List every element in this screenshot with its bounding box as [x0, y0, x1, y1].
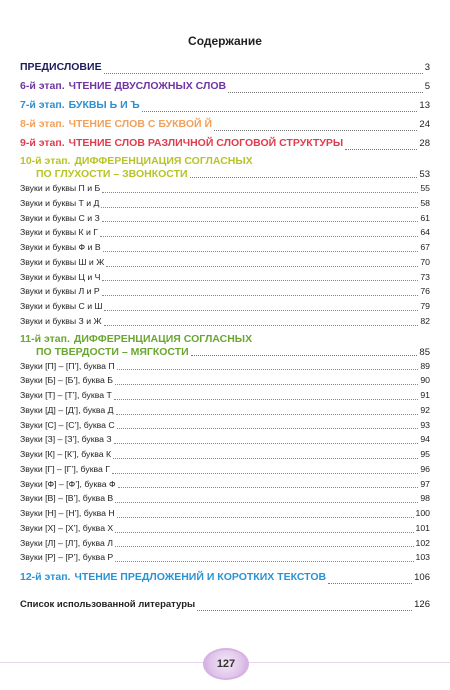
dot-leader	[214, 130, 417, 131]
toc-subentry[interactable]	[20, 373, 430, 388]
dot-leader	[114, 443, 419, 444]
toc-page-number: 67	[420, 242, 430, 252]
toc-subentry[interactable]	[20, 211, 430, 226]
toc-subentry-label: Звуки [Х] – [Х’], буква Х	[20, 522, 114, 533]
toc-page-number: 58	[420, 197, 430, 208]
toc-subentry[interactable]	[20, 388, 430, 403]
toc-subentry[interactable]	[20, 477, 430, 492]
dot-leader	[117, 517, 414, 518]
toc-page-number: 85	[419, 346, 430, 358]
dot-leader	[113, 458, 418, 459]
stage-number: 12-й этап.	[20, 571, 71, 583]
dot-leader	[101, 207, 418, 208]
toc-subentry[interactable]	[20, 521, 430, 536]
toc-subentry[interactable]	[20, 403, 430, 418]
toc-page-number: 97	[420, 478, 430, 489]
dot-leader	[112, 473, 418, 474]
table-of-contents	[20, 58, 430, 614]
stage-10-list	[20, 181, 430, 329]
toc-entry-stage-12[interactable]	[20, 568, 430, 587]
stage-11-list	[20, 359, 430, 566]
stage-title-line2: ПО ТВЕРДОСТИ – МЯГКОСТИ	[36, 345, 189, 358]
toc-page-number: 73	[420, 271, 430, 282]
toc-subentry-label: Звуки [Ф] – [Ф’], буква Ф	[20, 478, 116, 489]
stage-number: 6-й этап.	[20, 80, 65, 92]
stage-number: 10-й этап.	[20, 155, 71, 167]
toc-entry-preface[interactable]	[20, 58, 430, 77]
toc-subentry-label: Звуки [Л] – [Л’], буква Л	[20, 537, 113, 548]
toc-subentry-label: Звуки [Б] – [Б’], буква Б	[20, 375, 113, 386]
toc-page-number: 100	[415, 508, 430, 518]
toc-page-number: 96	[420, 463, 430, 474]
dot-leader	[104, 310, 418, 311]
dot-leader	[117, 428, 419, 429]
toc-entry-label: ПРЕДИСЛОВИЕ	[20, 61, 102, 73]
dot-leader	[328, 583, 412, 584]
dot-leader	[118, 487, 419, 488]
toc-page-number: 28	[419, 138, 430, 149]
dot-leader	[190, 177, 418, 178]
dot-leader	[197, 610, 412, 611]
dot-leader	[115, 546, 414, 547]
toc-subentry-label: Звуки и буквы Ц и Ч	[20, 271, 101, 282]
dot-leader	[117, 369, 419, 370]
page-number-badge: 127	[203, 648, 249, 680]
toc-page-number: 106	[414, 572, 430, 583]
toc-section-stage-10	[20, 155, 430, 329]
toc-page-number: 103	[415, 552, 430, 563]
dot-leader	[228, 92, 423, 93]
stage-title: ЧТЕНИЕ ПРЕДЛОЖЕНИЙ И КОРОТКИХ ТЕКСТОВ	[74, 571, 327, 583]
toc-page-number: 55	[420, 183, 430, 193]
toc-subentry[interactable]	[20, 536, 430, 551]
toc-subentry[interactable]	[20, 418, 430, 433]
toc-page-number: 92	[420, 404, 430, 415]
toc-entry-stage-6[interactable]	[20, 77, 430, 96]
dot-leader	[142, 111, 418, 112]
stage-number: 11-й этап.	[20, 332, 70, 345]
toc-entry-stage-8[interactable]	[20, 115, 430, 134]
toc-page-number: 5	[424, 81, 430, 92]
toc-subentry[interactable]	[20, 314, 430, 329]
toc-subentry[interactable]	[20, 225, 430, 240]
toc-subentry-label: Звуки и буквы З и Ж	[20, 315, 102, 326]
toc-subentry-label: Звуки [Т] – [Т’], буква Т	[20, 390, 112, 400]
toc-subentry[interactable]	[20, 196, 430, 211]
stage-title-line2: ПО ГЛУХОСТИ – ЗВОНКОСТИ	[36, 168, 188, 180]
dot-leader	[102, 295, 419, 296]
toc-subentry-label: Звуки [Д] – [Д’], буква Д	[20, 404, 114, 415]
stage-title-line1: ДИФФЕРЕНЦИАЦИЯ СОГЛАСНЫХ	[73, 332, 253, 345]
toc-entry-stage-7[interactable]	[20, 96, 430, 115]
toc-subentry-label: Звуки и буквы П и Б	[20, 183, 101, 193]
toc-page-number: 70	[420, 256, 430, 267]
toc-subentry[interactable]	[20, 270, 430, 285]
toc-subentry-label: Звуки [Р] – [Р’], буква Р	[20, 552, 114, 563]
stage-title: БУКВЫ Ь И Ъ	[68, 99, 140, 111]
toc-page-number: 76	[420, 286, 430, 297]
dot-leader	[115, 502, 418, 503]
toc-entry-stage-9[interactable]	[20, 134, 430, 153]
toc-page-number: 53	[419, 169, 430, 180]
toc-page-number: 126	[414, 599, 430, 610]
toc-subentry-label: Звуки и буквы Т и Д	[20, 197, 100, 208]
stage-title: ЧТЕНИЕ ДВУСЛОЖНЫХ СЛОВ	[68, 80, 227, 92]
toc-subentry[interactable]	[20, 255, 430, 270]
toc-page-number: 90	[420, 375, 430, 386]
dot-leader	[103, 251, 419, 252]
toc-subentry-label: Звуки [Г] – [Г’], буква Г	[20, 463, 110, 474]
toc-subentry-label: Звуки и буквы Ф и В	[20, 242, 101, 252]
stage-number: 7-й этап.	[20, 99, 65, 111]
toc-page-number: 91	[420, 390, 430, 400]
dot-leader	[345, 149, 417, 150]
dot-leader	[100, 236, 418, 237]
toc-entry-label: Список использованной литературы	[20, 599, 196, 610]
toc-page-number: 3	[424, 62, 430, 73]
toc-subentry-label: Звуки и буквы К и Г	[20, 227, 98, 238]
toc-page-number: 89	[420, 360, 430, 371]
toc-subentry-label: Звуки [В] – [В’], буква В	[20, 493, 114, 504]
toc-page-number: 13	[419, 100, 430, 111]
toc-page-number: 95	[420, 449, 430, 459]
toc-subentry-label: Звуки [К] – [К’], буква К	[20, 449, 112, 459]
toc-subentry[interactable]	[20, 240, 430, 255]
stage-title-line1: ДИФФЕРЕНЦИАЦИЯ СОГЛАСНЫХ	[74, 155, 253, 167]
toc-page-number: 98	[420, 493, 430, 504]
toc-page-number: 79	[420, 301, 430, 311]
dot-leader	[102, 280, 418, 281]
toc-entry-bibliography[interactable]	[20, 595, 430, 614]
toc-subentry-label: Звуки и буквы С и З	[20, 212, 100, 223]
toc-page-number: 93	[420, 419, 430, 430]
toc-subentry[interactable]	[20, 359, 430, 374]
stage-number: 9-й этап.	[20, 137, 65, 149]
toc-entry-stage-11[interactable]	[20, 333, 430, 359]
toc-section-stage-11	[20, 333, 430, 566]
stage-number: 8-й этап.	[20, 118, 65, 130]
dot-leader	[115, 384, 418, 385]
toc-entry-stage-10[interactable]	[20, 155, 430, 181]
toc-subentry[interactable]	[20, 447, 430, 462]
toc-page-number: 94	[420, 434, 430, 445]
dot-leader	[104, 73, 423, 74]
toc-page-number: 82	[420, 315, 430, 326]
toc-page-number: 64	[420, 227, 430, 238]
toc-subentry[interactable]	[20, 506, 430, 521]
dot-leader	[106, 266, 418, 267]
dot-leader	[114, 399, 419, 400]
toc-subentry-label: Звуки [Н] – [Н’], буква Н	[20, 508, 115, 518]
stage-title: ЧТЕНИЕ СЛОВ РАЗЛИЧНОЙ СЛОГОВОЙ СТРУКТУРЫ	[68, 137, 344, 149]
toc-page-number: 101	[415, 522, 430, 533]
toc-page-number: 24	[419, 119, 430, 130]
toc-page-number: 61	[420, 212, 430, 223]
toc-subentry[interactable]	[20, 491, 430, 506]
dot-leader	[102, 192, 418, 193]
toc-subentry[interactable]	[20, 550, 430, 565]
dot-leader	[102, 221, 419, 222]
toc-subentry-label: Звуки [П] – [П’], буква П	[20, 360, 115, 371]
toc-subentry-label: Звуки и буквы Ш и Ж	[20, 256, 105, 267]
toc-subentry-label: Звуки и буквы С и Ш	[20, 301, 103, 311]
toc-subentry[interactable]	[20, 299, 430, 314]
toc-subentry[interactable]	[20, 462, 430, 477]
toc-subentry[interactable]	[20, 284, 430, 299]
stage-title: ЧТЕНИЕ СЛОВ С БУКВОЙ Й	[68, 118, 213, 130]
toc-page-number: 102	[415, 537, 430, 548]
toc-subentry-label: Звуки и буквы Л и Р	[20, 286, 100, 297]
toc-subentry-label: Звуки [С] – [С’], буква С	[20, 419, 115, 430]
page-title: Содержание	[188, 34, 262, 48]
dot-leader	[116, 414, 419, 415]
toc-subentry[interactable]	[20, 181, 430, 196]
dot-leader	[115, 532, 413, 533]
dot-leader	[104, 325, 419, 326]
toc-subentry-label: Звуки [З] – [З’], буква З	[20, 434, 112, 445]
dot-leader	[191, 355, 418, 356]
dot-leader	[115, 561, 413, 562]
toc-subentry[interactable]	[20, 432, 430, 447]
